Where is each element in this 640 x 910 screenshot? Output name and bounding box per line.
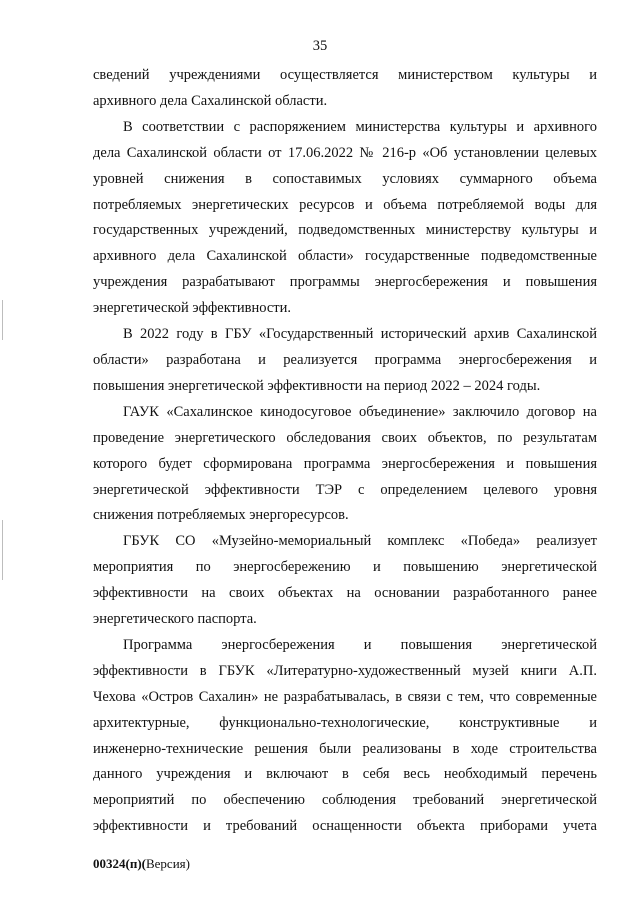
text-line: сведений учреждениями осуществляется министерством культуры и: [93, 67, 597, 83]
text-line: В 2022 году в ГБУ «Государственный исторический архив Сахалинской: [123, 326, 597, 343]
footer-code: 00324(п)(: [93, 856, 146, 871]
text-line: уровней снижения в сопоставимых условиях суммарного объема: [93, 170, 597, 187]
text-line: архивного дела Сахалинской области» государственные подведомственные: [93, 248, 597, 265]
text-line: данного учреждения и включают в себя весь необходимый перечень: [93, 766, 597, 783]
document-body: [93, 63, 597, 840]
text-line: энергетической эффективности ТЭР с определением целевого уровня: [93, 481, 597, 498]
text-line: учреждения разрабатывают программы энергосбережения и повышения: [93, 274, 597, 291]
text-line: снижения потребляемых энергоресурсов.: [93, 507, 349, 524]
text-line: Программа энергосбережения и повышения энергетической: [123, 636, 597, 653]
text-line: энергетической эффективности.: [93, 300, 292, 317]
scan-edge-mark: [2, 520, 3, 580]
text-line: Чехова «Остров Сахалин» не разрабатывалась, в связи с тем, что современные: [93, 688, 597, 705]
text-line: В соответствии с распоряжением министерства культуры и архивного: [123, 118, 597, 135]
footer-version: Версия): [145, 856, 190, 871]
page-number: 35: [312, 38, 328, 54]
text-line: эффективности в ГБУК «Литературно-художественный музей книги А.П.: [93, 662, 597, 679]
text-line: архитектурные, функционально-технологические, конструктивные и: [93, 714, 597, 731]
text-line: области» разработана и реализуется программа энергосбережения и: [93, 351, 597, 368]
text-line: ГАУК «Сахалинское кинодосуговое объединение» заключило договор на: [123, 403, 597, 420]
text-line: эффективности и требований оснащенности объекта приборами учета: [93, 818, 597, 835]
text-line: проведение энергетического обследования своих объектов, по результатам: [93, 429, 597, 446]
text-line: повышения энергетической эффективности на период 2022 – 2024 годы.: [93, 377, 541, 394]
text-line: потребляемых энергетических ресурсов и объема потребляемой воды для: [93, 196, 597, 213]
text-line: которого будет сформирована программа энергосбережения и повышения: [93, 455, 597, 472]
text-line: мероприятия по энергосбережению и повышению энергетической: [93, 559, 597, 576]
text-line: мероприятий по обеспечению соблюдения требований энергетической: [93, 792, 597, 809]
text-line: энергетического паспорта.: [93, 611, 257, 628]
text-line: государственных учреждений, подведомственных министерству культуры и: [93, 222, 597, 239]
text-line: дела Сахалинской области от 17.06.2022 № 216-р «Об установлении целевых: [93, 144, 597, 161]
text-line: инженерно-технические решения были реализованы в ходе строительства: [93, 740, 597, 757]
scan-edge-mark: [2, 300, 3, 340]
document-footer: [93, 856, 190, 872]
text-line: ГБУК СО «Музейно-мемориальный комплекс «Победа» реализует: [123, 533, 597, 550]
text-line: архивного дела Сахалинской области.: [93, 92, 328, 109]
text-line: эффективности на своих объектах на основании разработанного ранее: [93, 585, 597, 602]
